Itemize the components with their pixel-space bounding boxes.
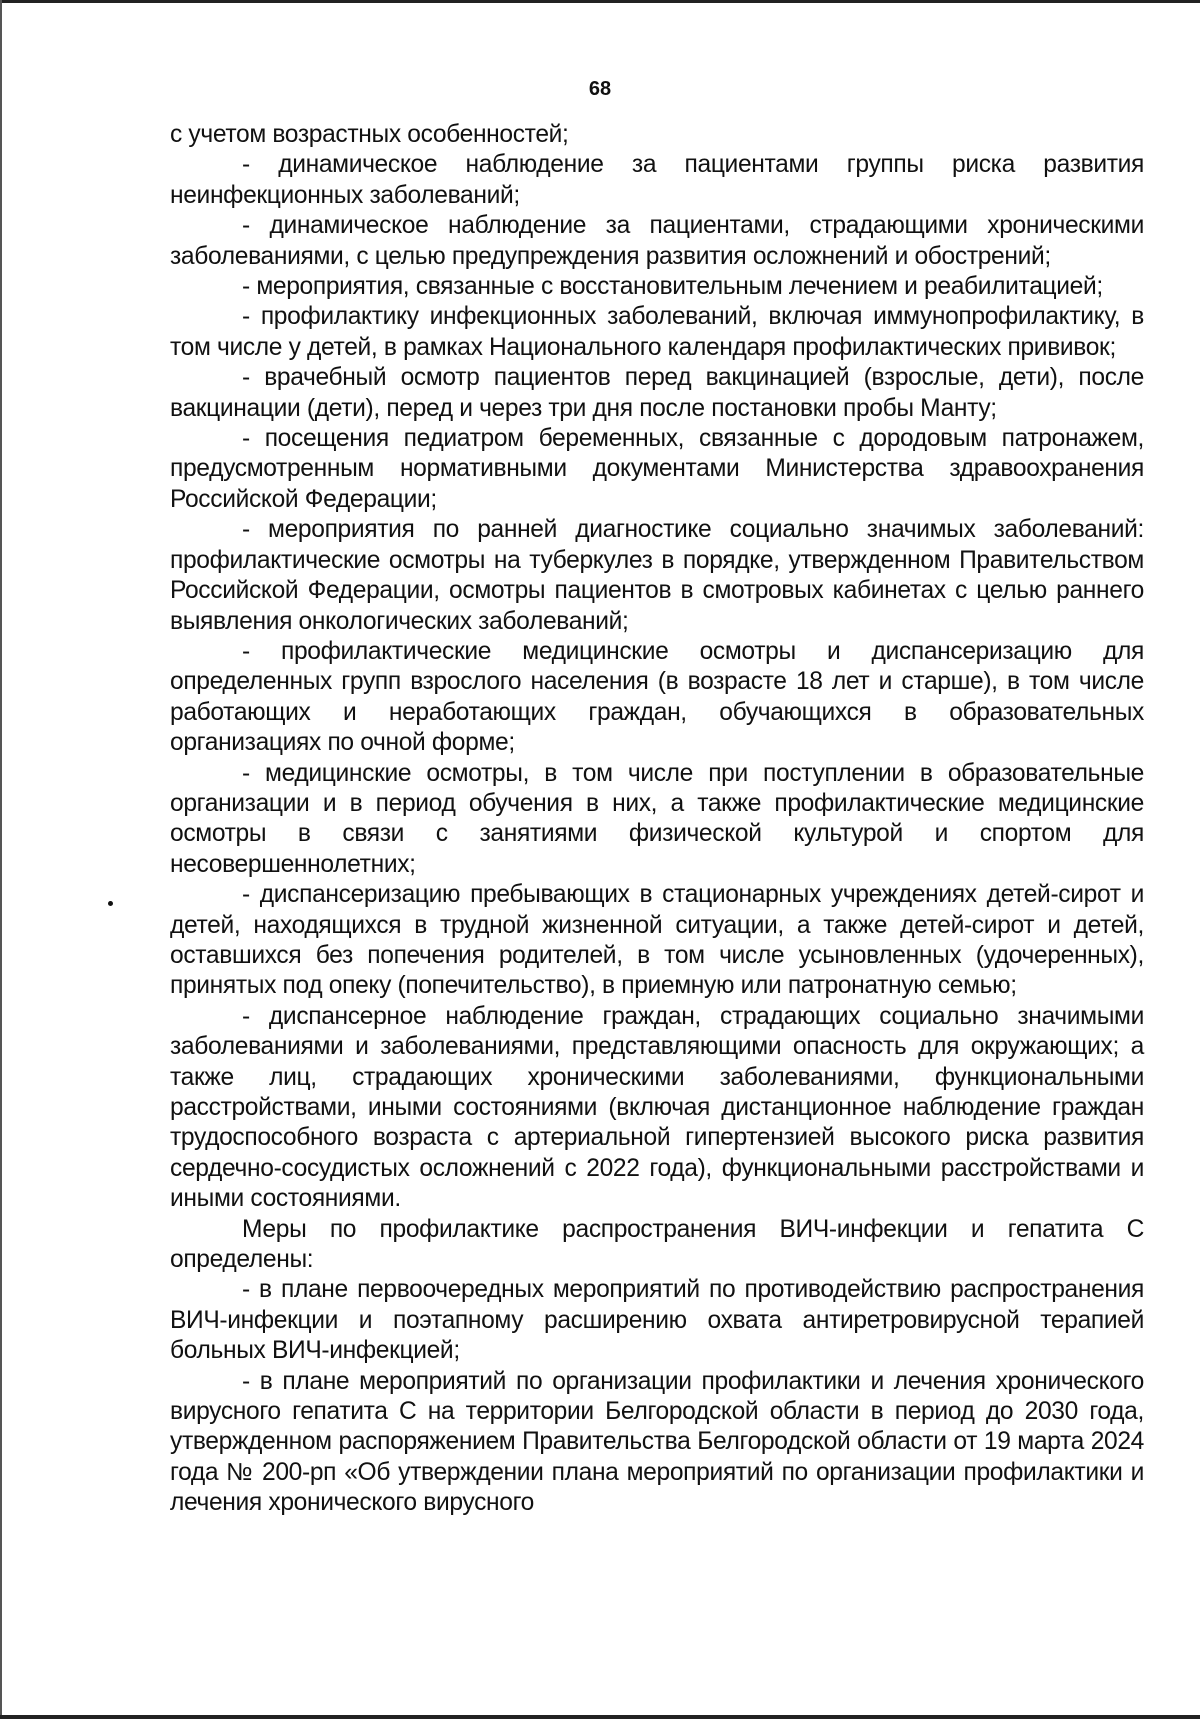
- scan-frame-bottom: [0, 1715, 1200, 1719]
- list-item: - посещения педиатром беременных, связанные с дородовым патронажем, предусмотренным нормативными документами Министерства здравоохранения Российской Федерации;: [170, 425, 1144, 513]
- paragraph: с учетом возрастных особенностей;: [170, 121, 569, 148]
- document-body: [170, 120, 1144, 1519]
- list-item: - динамическое наблюдение за пациентами группы риска развития неинфекционных заболеваний;: [170, 151, 1144, 209]
- scan-artifact-dot: [108, 901, 113, 906]
- list-item: - профилактику инфекционных заболеваний, включая иммунопрофилактику, в том числе у детей, в рамках Национального календаря профилактических прививок;: [170, 303, 1144, 361]
- list-item: - медицинские осмотры, в том числе при поступлении в образовательные организации и в период обучения в них, а также профилактические медицинские осмотры в связи с занятиями физической культурой и спортом для несовершеннолетних;: [170, 759, 1144, 878]
- list-item: - динамическое наблюдение за пациентами, страдающими хроническими заболеваниями, с целью предупреждения развития осложнений и обострений;: [170, 212, 1144, 270]
- list-item: - диспансеризацию пребывающих в стационарных учреждениях детей-сирот и детей, находящихся в трудной жизненной ситуации, а также детей-сирот и детей, оставшихся без попечения родителей, в том числе усыновленных (удочеренных), принятых под опеку (попечительство), в приемную или патронатную семью;: [170, 881, 1144, 1000]
- paragraph: Меры по профилактике распространения ВИЧ-инфекции и гепатита С определены:: [170, 1215, 1144, 1274]
- list-item: - мероприятия, связанные с восстановительным лечением и реабилитацией;: [242, 273, 1103, 301]
- page-number: 68: [588, 78, 612, 100]
- list-item: - профилактические медицинские осмотры и диспансеризацию для определенных групп взрослого населения (в возрасте 18 лет и старше), в том числе работающих и неработающих граждан, обучающихся в образовательных организациях по очной форме;: [170, 637, 1144, 757]
- scan-frame-top: [0, 0, 1200, 3]
- list-item: - в плане первоочередных мероприятий по противодействию распространения ВИЧ-инфекции и поэтапному расширению охвата антиретровирусной терапией больных ВИЧ-инфекцией;: [170, 1276, 1144, 1365]
- list-item: - диспансерное наблюдение граждан, страдающих социально значимыми заболеваниями и заболеваниями, представляющими опасность для окружающих; а также лиц, страдающих хроническими заболеваниями, функциональными расстройствами, иными состояниями (включая дистанционное наблюдение граждан трудоспособного возраста с артериальной гипертензией высокого риска развития сердечно-сосудистых осложнений с 2022 года), функциональными расстройствами и иными состояниями.: [170, 1002, 1144, 1213]
- scan-frame-left: [0, 0, 2, 1719]
- list-item: - мероприятия по ранней диагностике социально значимых заболеваний: профилактические осмотры на туберкулез в порядке, утвержденном Правительством Российской Федерации, осмотры пациентов в смотровых кабинетах с целью раннего выявления онкологических заболеваний;: [170, 516, 1144, 635]
- list-item: - в плане мероприятий по организации профилактики и лечения хронического вирусного гепатита С на территории Белгородской области в период до 2030 года, утвержденном распоряжением Правительства Белгородской области от 19 марта 2024 года № 200-рп «Об утверждении плана мероприятий по организации профилактики и лечения хронического вирусного: [170, 1367, 1144, 1517]
- list-item: - врачебный осмотр пациентов перед вакцинацией (взрослые, дети), после вакцинации (дети), перед и через три дня после постановки пробы Манту;: [170, 364, 1144, 422]
